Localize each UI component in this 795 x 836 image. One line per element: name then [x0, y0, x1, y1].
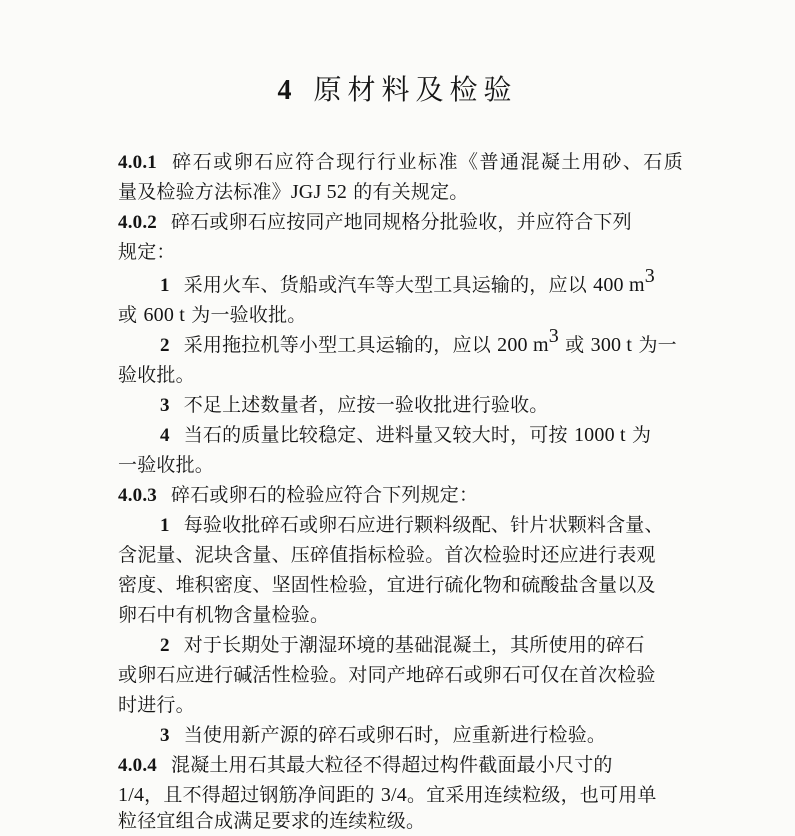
clause-4-0-2-line-2 [118, 237, 176, 267]
item-4-0-3-1-line-4 [118, 600, 329, 630]
item-text: 为 [631, 424, 652, 446]
superscript: 3 [548, 325, 559, 347]
item-text: 时进行。 [118, 694, 195, 716]
item-number: 2 [160, 635, 170, 656]
item-4-0-2-2-line-1 [160, 325, 677, 361]
item-text: 含泥量、泥块含量、压碎值指标检验。首次检验时还应进行表观 [118, 544, 656, 566]
item-number: 3 [160, 725, 170, 746]
item-text: 或 [565, 334, 585, 356]
quantity: 400 m [593, 274, 645, 296]
item-text: 不足上述数量者，应按一验收批进行验收。 [183, 394, 549, 416]
item-4-0-3-1-line-2 [118, 540, 656, 570]
item-text: 或 [118, 304, 138, 326]
item-text: 或卵石应进行碱活性检验。对同产地碎石或卵石可仅在首次检验 [118, 664, 656, 686]
item-4-0-3-1-line-3 [118, 570, 656, 600]
clause-4-0-3-line-1 [118, 480, 478, 511]
item-4-0-2-1-line-2 [118, 300, 306, 330]
item-number: 2 [160, 335, 170, 356]
clause-text: 量及检验方法标准》 [118, 181, 291, 203]
clause-text: 碎石或卵石的检验应符合下列规定： [171, 484, 479, 506]
chapter-title-text: 原材料及检验 [313, 73, 518, 106]
clause-4-0-1-line-1 [118, 147, 683, 178]
clause-text: ，且不得超过钢筋净间距的 [144, 784, 375, 806]
clause-number: 4.0.2 [118, 212, 157, 233]
clause-text: 碎石或卵石应符合现行行业标准《普通混凝土用砂、石质 [171, 151, 683, 173]
superscript: 3 [644, 265, 655, 287]
item-text: 一验收批。 [118, 454, 215, 476]
item-number: 4 [160, 425, 170, 446]
clause-text: 粒径宜组合成满足要求的连续粒级。 [118, 810, 426, 832]
item-4-0-2-4-line-2 [118, 450, 214, 480]
clause-4-0-2-line-1 [118, 207, 632, 238]
quantity: 300 t [590, 334, 633, 356]
clause-text: 的有关规定。 [353, 181, 469, 203]
item-text: 为一验收批。 [191, 304, 307, 326]
item-text: 当石的质量比较稳定、进料量又较大时，可按 [183, 424, 568, 446]
clause-4-0-4-line-1 [118, 750, 613, 781]
item-number: 3 [160, 395, 170, 416]
item-4-0-3-1-line-1 [160, 510, 664, 541]
item-4-0-2-1-line-1 [160, 265, 655, 301]
quantity: 600 t [143, 304, 186, 326]
clause-number: 4.0.1 [118, 152, 157, 173]
item-text: 每验收批碎石或卵石应进行颗料级配、针片状颗料含量、 [183, 514, 664, 536]
chapter-number: 4 [277, 75, 296, 106]
item-4-0-3-3-line-1 [160, 720, 606, 751]
item-number: 1 [160, 515, 170, 536]
fraction: 3/4 [380, 784, 407, 806]
item-text: 密度、堆积密度、坚固性检验，宜进行硫化物和硫酸盐含量以及 [118, 574, 656, 596]
item-text: 为一 [638, 334, 677, 356]
item-4-0-3-2-line-1 [160, 630, 645, 661]
clause-text: 规定： [118, 241, 176, 263]
item-4-0-3-2-line-2 [118, 660, 656, 690]
item-text: 卵石中有机物含量检验。 [118, 604, 330, 626]
clause-4-0-1-line-2 [118, 177, 468, 207]
item-text: 验收批。 [118, 364, 195, 386]
item-4-0-2-4-line-1 [160, 420, 651, 451]
clause-number: 4.0.3 [118, 485, 157, 506]
clause-text: 。宜采用连续粒级，也可用单 [407, 784, 657, 806]
item-4-0-3-2-line-3 [118, 690, 195, 720]
quantity: 200 m [497, 334, 549, 356]
item-text: 当使用新产源的碎石或卵石时，应重新进行检验。 [183, 724, 607, 746]
item-4-0-2-3-line-1 [160, 390, 549, 421]
item-text: 采用拖拉机等小型工具运输的，应以 [183, 334, 491, 356]
clause-text: 混凝土用石其最大粒径不得超过构件截面最小尺寸的 [171, 754, 613, 776]
standard-code: JGJ 52 [290, 181, 348, 203]
item-text: 采用火车、货船或汽车等大型工具运输的，应以 [183, 274, 587, 296]
fraction: 1/4 [118, 784, 145, 806]
quantity: 1000 t [573, 424, 626, 446]
item-text: 对于长期处于潮湿环境的基础混凝土，其所使用的碎石 [183, 634, 645, 656]
clause-4-0-4-line-3 [118, 806, 425, 836]
item-4-0-2-2-line-2 [118, 360, 195, 390]
clause-text: 碎石或卵石应按同产地同规格分批验收，并应符合下列 [171, 211, 632, 233]
clause-number: 4.0.4 [118, 755, 157, 776]
item-number: 1 [160, 275, 170, 296]
